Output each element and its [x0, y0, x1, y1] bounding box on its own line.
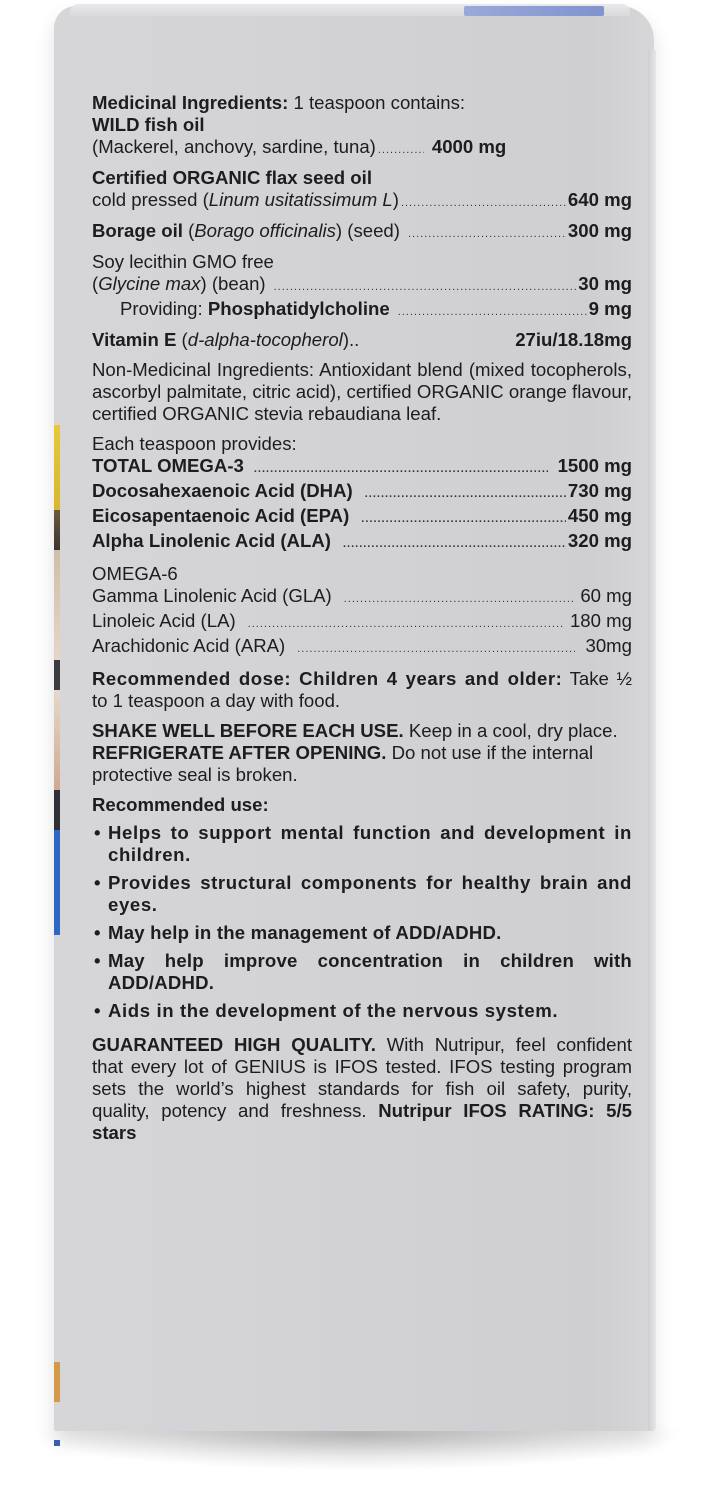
- quality-statement: GUARANTEED HIGH QUALITY. With Nutripur, feel confident that every lot of GENIUS is IFOS tested. IFOS testing program sets the world’s highest standards for fish oil safety, purity, quality, potency and freshness. Nutripur IFOS RATING: 5/5 stars: [92, 1034, 632, 1143]
- side-strip-dark: [54, 510, 60, 550]
- medicinal-heading: Medicinal Ingredients: 1 teaspoon contains:: [92, 92, 466, 113]
- use-item: • May help improve concentration in children with ADD/ADHD.: [92, 950, 632, 994]
- ingredient-row: Vitamin E (d-alpha-tocopherol).. 27iu/18.18mg: [92, 329, 632, 350]
- ingredient-row: (Mackerel, anchovy, sardine, tuna) ..... 4000 mg: [92, 136, 632, 161]
- fish-oil-title: WILD fish oil: [92, 114, 205, 135]
- side-strip-dark: [54, 660, 60, 690]
- recommended-use-heading: Recommended use:: [92, 794, 269, 815]
- recommended-dose: Recommended dose: Children 4 years and older: Take ½ to 1 teaspoon a day with food.: [92, 668, 633, 711]
- use-item: • Provides structural components for healthy brain and eyes.: [92, 872, 632, 916]
- side-strip-photo: [54, 550, 60, 660]
- leader-dots: [274, 276, 577, 298]
- non-medicinal-ingredients: Non-Medicinal Ingredients: Antioxidant blend (mixed tocopherols, ascorbyl palmitate, citric acid), certified ORGANIC orange flavour, certified ORGANIC stevia rebaudiana leaf.: [92, 359, 632, 424]
- use-item: • Helps to support mental function and development in children.: [92, 822, 632, 866]
- omega3-row: Alpha Linolenic Acid (ALA) ..... 320 mg: [92, 530, 632, 555]
- ingredient-row: (Glycine max) (bean) ..... 30 mg: [92, 273, 632, 298]
- omega3-row: TOTAL OMEGA-3 ..... 1500 mg: [92, 455, 632, 480]
- leader-dots: [365, 483, 566, 505]
- recommended-use-list: [92, 822, 632, 1022]
- omega3-row: Eicosapentaenoic Acid (EPA) ..... 450 mg: [92, 505, 632, 530]
- box-right-edge: [648, 50, 656, 1430]
- side-strip-orange: [54, 1362, 60, 1402]
- ingredient-row: Providing: Phosphatidylcholine ..... 9 mg: [92, 298, 632, 323]
- side-strip-yellow: [54, 425, 60, 510]
- side-strip-photo: [54, 690, 60, 790]
- side-strip-blue: [54, 830, 60, 935]
- leader-dots: [408, 223, 566, 245]
- ingredient-row: cold pressed (Linum usitatissimum L) ..... 640 mg: [92, 189, 632, 214]
- leader-dots: [378, 139, 424, 161]
- storage-instructions: SHAKE WELL BEFORE EACH USE. Keep in a cool, dry place. REFRIGERATE AFTER OPENING. Do not use if the internal protective seal is broken.: [92, 720, 618, 785]
- leader-dots: [343, 533, 566, 555]
- flax-title: Certified ORGANIC flax seed oil: [92, 167, 372, 188]
- use-item: • May help in the management of ADD/ADHD.: [92, 922, 632, 944]
- leader-dots: [248, 613, 564, 635]
- leader-dots: [361, 508, 566, 530]
- omega6-row: Arachidonic Acid (ARA) ..... 30mg: [92, 635, 632, 660]
- omega6-row: Linoleic Acid (LA) ..... 180 mg: [92, 610, 632, 635]
- side-strip-dark: [54, 790, 60, 830]
- leader-dots: [401, 192, 566, 214]
- omega3-heading: Each teaspoon provides:: [92, 433, 297, 454]
- ingredient-row: Borage oil (Borago officinalis) (seed) ..... 300 mg: [92, 220, 632, 245]
- box-top-blue-accent: [464, 6, 604, 16]
- label-text: [92, 92, 632, 1144]
- leader-dots: [344, 588, 575, 610]
- soy-title: Soy lecithin GMO free: [92, 251, 274, 272]
- omega3-row: Docosahexaenoic Acid (DHA) ..... 730 mg: [92, 480, 632, 505]
- leader-dots: [254, 458, 548, 480]
- omega6-row: Gamma Linolenic Acid (GLA) ..... 60 mg: [92, 585, 632, 610]
- leader-dots: [398, 301, 587, 323]
- side-strip-blue-mark: [54, 1440, 60, 1446]
- leader-dots: [297, 638, 575, 660]
- use-item: • Aids in the development of the nervous system.: [92, 1000, 632, 1022]
- omega6-heading: OMEGA-6: [92, 563, 178, 584]
